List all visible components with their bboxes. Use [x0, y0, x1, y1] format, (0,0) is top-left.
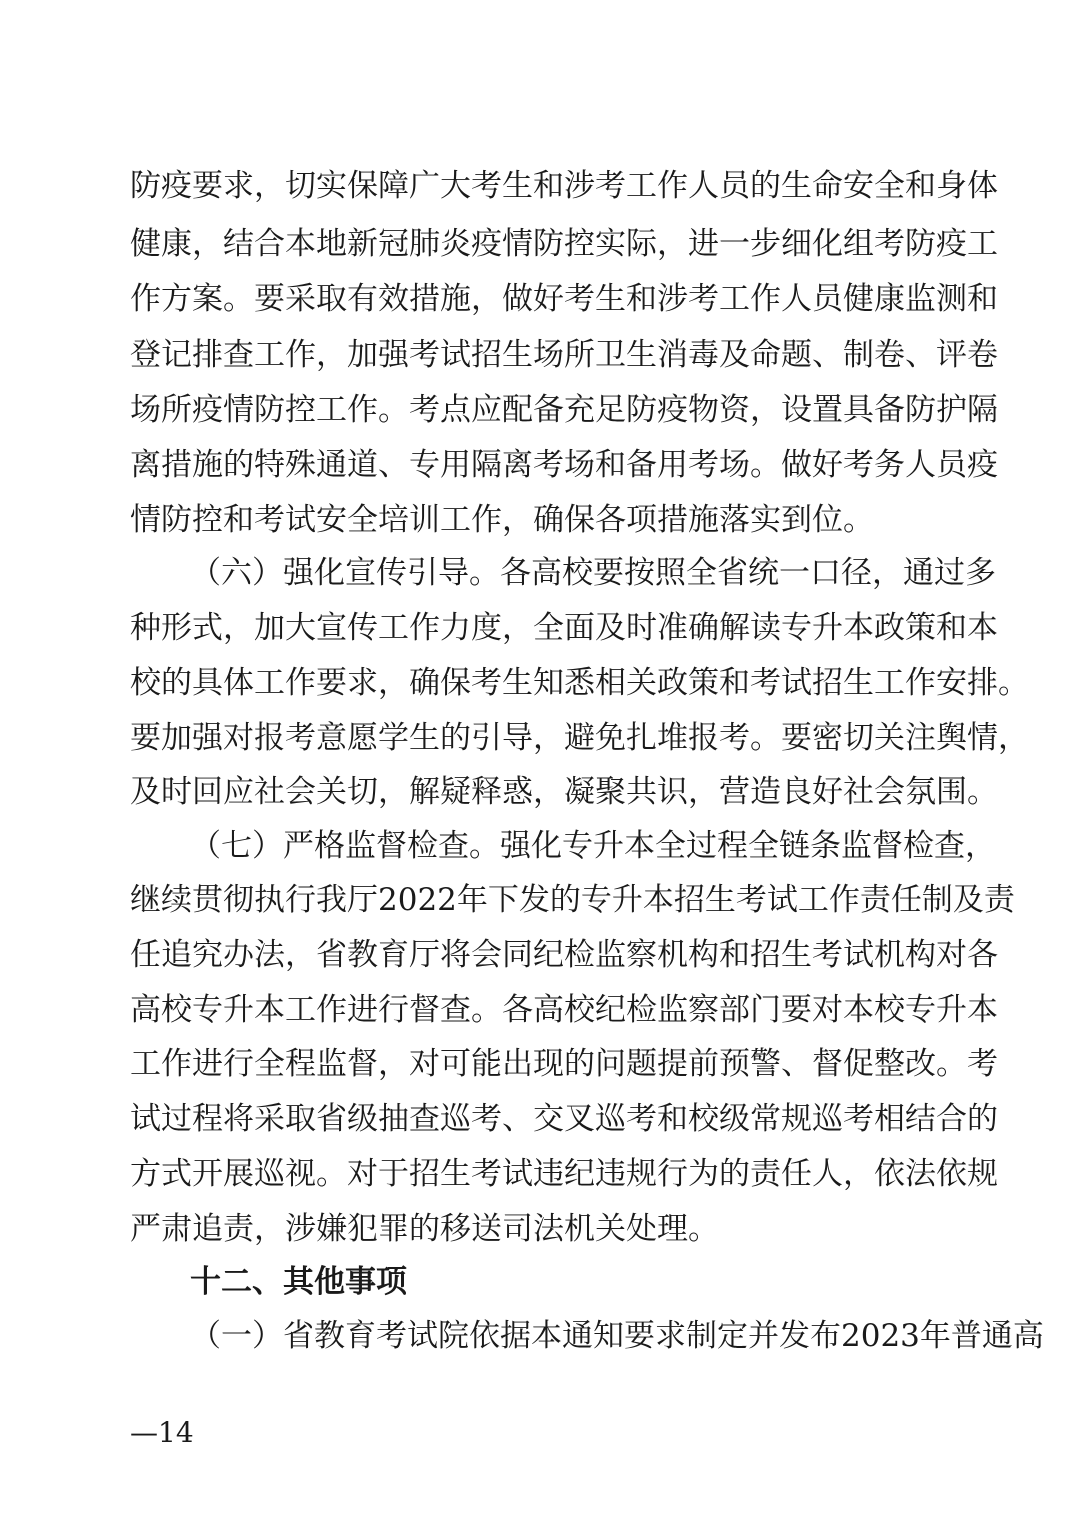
paragraph-7-first-line	[190, 826, 996, 866]
body-line: 离措施的特殊通道、专用隔离考场和备用考场。做好考务人员疫	[130, 447, 998, 483]
section-heading: 十二、其他事项	[190, 1264, 407, 1300]
body-line: 工作进行全程监督，对可能出现的问题提前预警、督促整改。考	[130, 1046, 998, 1082]
body-line: 种形式，加大宣传工作力度，全面及时准确解读专升本政策和本	[130, 610, 998, 646]
section-12-first-line: （一）省教育考试院依据本通知要求制定并发布2023年普通高	[190, 1318, 1044, 1354]
body-line: 严肃追责，涉嫌犯罪的移送司法机关处理。	[130, 1211, 719, 1247]
body-line: 方式开展巡视。对于招生考试违纪违规行为的责任人，依法依规	[130, 1156, 998, 1192]
paragraph-6-text: 各高校要按照全省统一口径，通过多	[500, 555, 996, 591]
paragraph-7-lead: （七）严格监督检查。	[190, 828, 500, 864]
body-line: 要加强对报考意愿学生的引导，避免扎堆报考。要密切关注舆情，	[130, 720, 1029, 756]
body-line: 高校专升本工作进行督查。各高校纪检监察部门要对本校专升本	[130, 992, 998, 1028]
body-line: 作方案。要采取有效措施，做好考生和涉考工作人员健康监测和	[130, 281, 998, 317]
body-line: 登记排查工作，加强考试招生场所卫生消毒及命题、制卷、评卷	[130, 337, 998, 373]
body-line: 校的具体工作要求，确保考生知悉相关政策和考试招生工作安排。	[130, 665, 1029, 701]
body-line: 及时回应社会关切，解疑释惑，凝聚共识，营造良好社会氛围。	[130, 774, 998, 810]
body-line: 任追究办法，省教育厅将会同纪检监察机构和招生考试机构对各	[130, 937, 998, 973]
page-number: —14	[130, 1416, 194, 1449]
paragraph-6-first-line	[190, 553, 996, 593]
body-line: 情防控和考试安全培训工作，确保各项措施落实到位。	[130, 502, 874, 538]
body-line: 场所疫情防控工作。考点应配备充足防疫物资，设置具备防护隔	[130, 392, 998, 428]
body-line: 继续贯彻执行我厅2022年下发的专升本招生考试工作责任制及责	[130, 882, 1015, 918]
body-line: 防疫要求，切实保障广大考生和涉考工作人员的生命安全和身体	[130, 168, 998, 204]
body-line: 健康，结合本地新冠肺炎疫情防控实际，进一步细化组考防疫工	[130, 226, 998, 262]
paragraph-6-lead: （六）强化宣传引导。	[190, 555, 500, 591]
paragraph-7-text: 强化专升本全过程全链条监督检查，	[500, 828, 996, 864]
body-line: 试过程将采取省级抽查巡考、交叉巡考和校级常规巡考相结合的	[130, 1101, 998, 1137]
